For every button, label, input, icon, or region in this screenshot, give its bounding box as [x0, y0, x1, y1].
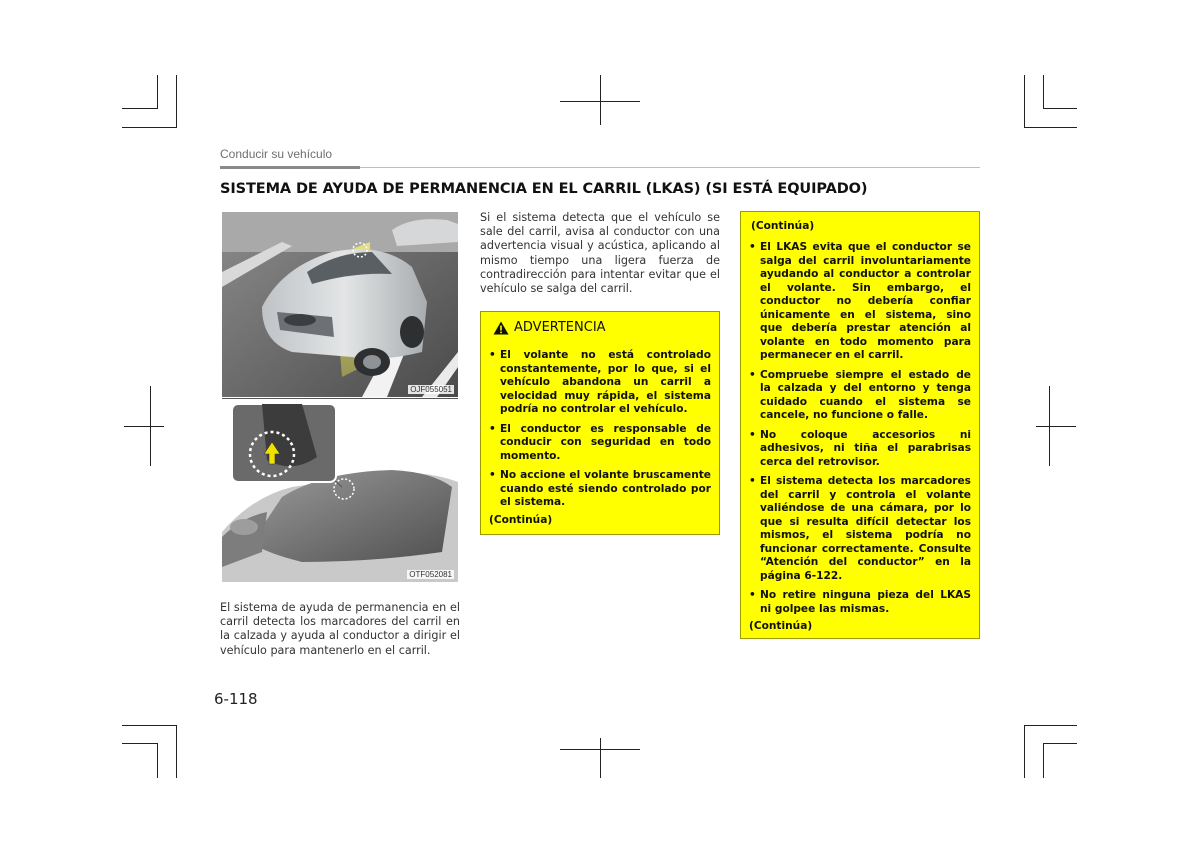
warning-item: • El volante no está controlado constantemente, por lo que, si el vehículo abandona un carril a velocidad muy rápida, el sistema podría no controlar el vehículo.	[489, 349, 711, 417]
warning-item: • El sistema detecta los marcadores del carril y controla el volante valiéndose de una cámara, por lo que si resulta difícil detectar los mismos, el sistema podría no funcionar correctamente. Consulte “Atención del conductor” en la página 6-122.	[749, 475, 971, 583]
continued-header: (Continúa)	[751, 220, 815, 232]
section-label: Conducir su vehículo	[220, 147, 333, 161]
warning-heading-text: ADVERTENCIA	[514, 320, 606, 335]
figure-lane-keeping-car	[222, 212, 458, 397]
warning-box	[480, 311, 720, 535]
warning-triangle-icon	[493, 321, 509, 335]
warning-item: • El conductor es responsable de conducir con seguridad en todo momento.	[489, 423, 711, 464]
figure-code: OTF052081	[409, 570, 452, 579]
warning-item: • No accione el volante bruscamente cuando esté siendo controlado por el sistema.	[489, 469, 711, 510]
page-number: 6-118	[214, 690, 258, 708]
continued-label: (Continúa)	[489, 513, 553, 526]
warning-item: • Compruebe siempre el estado de la calzada y del entorno y tenga cuidado cuando el sistema se cancele, no funcione o falle.	[749, 369, 971, 423]
header-rule-accent	[220, 166, 360, 169]
warning-list	[749, 241, 971, 616]
header-rule	[360, 167, 980, 168]
page-title: SISTEMA DE AYUDA DE PERMANENCIA EN EL CARRIL (LKAS) (SI ESTÁ EQUIPADO)	[220, 181, 868, 197]
lane-departure-paragraph: Si el sistema detecta que el vehículo se sale del carril, avisa al conductor con una advertencia visual y acústica, aplicando al mismo tiempo una ligera fuerza de contradirección para intentar evitar que el vehículo se salga del carril.	[480, 211, 720, 296]
car-road-illustration	[222, 212, 458, 397]
continued-label: (Continúa)	[749, 620, 813, 633]
figure-windshield-camera	[222, 402, 458, 582]
intro-paragraph: El sistema de ayuda de permanencia en el carril detecta los marcadores del carril en la calzada y ayuda al conductor a dirigir el vehículo para mantenerlo en el carril.	[220, 601, 460, 657]
warning-item: • No coloque accesorios ni adhesivos, ni tiña el parabrisas cerca del retrovisor.	[749, 429, 971, 470]
warning-item: • El LKAS evita que el conductor se salga del carril involuntariamente ayudando al conductor a controlar el volante. Sin embargo, el conductor no debería confiar únicamente en el sistema, sino que debería prestar atención al volante en todo momento para permanecer en el carril.	[749, 241, 971, 363]
warning-list	[489, 349, 711, 510]
warning-item: • No retire ninguna pieza del LKAS ni golpee las mismas.	[749, 589, 971, 616]
figure-divider	[222, 398, 458, 399]
figure-code: OJF055051	[410, 385, 452, 394]
windshield-camera-illustration	[222, 402, 458, 582]
warning-heading	[493, 320, 711, 335]
warning-box-continued	[740, 211, 980, 639]
